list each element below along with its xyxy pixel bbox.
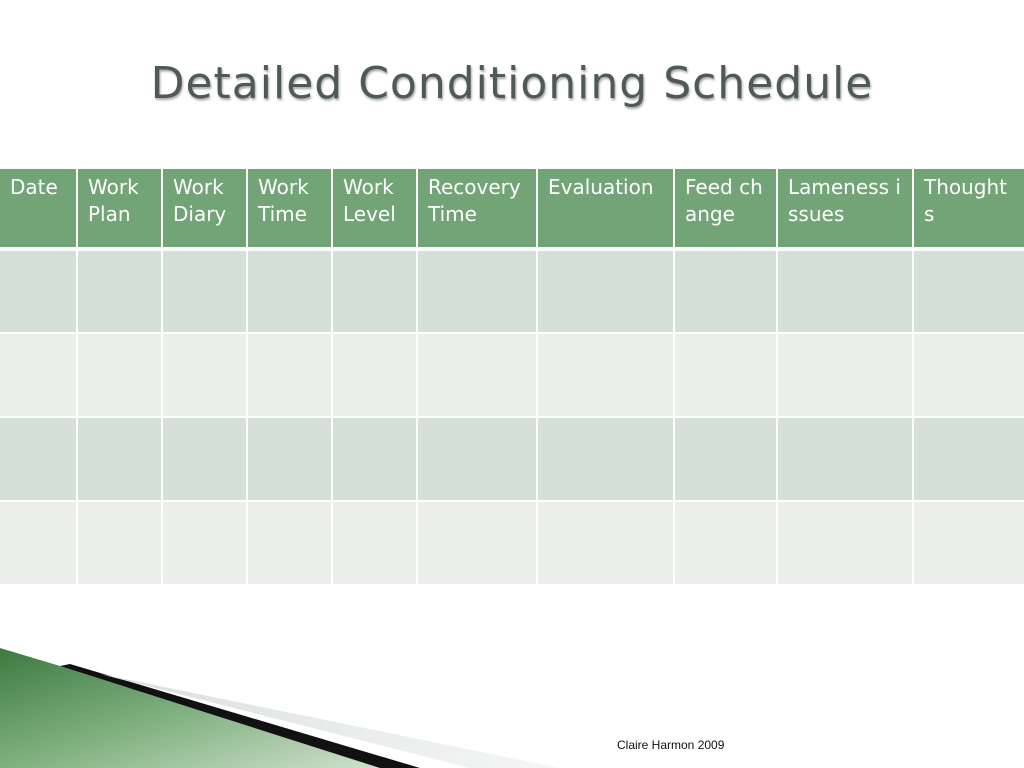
table-cell xyxy=(537,417,674,501)
table-cell xyxy=(537,501,674,585)
table-cell xyxy=(332,501,417,585)
table-cell xyxy=(674,417,777,501)
table-cell xyxy=(537,333,674,417)
table-cell xyxy=(77,333,162,417)
table-cell xyxy=(247,249,332,333)
table-cell xyxy=(913,249,1024,333)
column-header-lameness-issues: Lameness issues xyxy=(777,169,913,249)
column-header-date: Date xyxy=(0,169,77,249)
table-row xyxy=(0,417,1024,501)
table-cell xyxy=(247,501,332,585)
table-cell xyxy=(674,501,777,585)
table-row xyxy=(0,333,1024,417)
table-cell xyxy=(162,249,247,333)
table-cell xyxy=(247,333,332,417)
table-cell xyxy=(417,501,537,585)
table-cell xyxy=(0,333,77,417)
table-cell xyxy=(674,249,777,333)
column-header-work-diary: Work Diary xyxy=(162,169,247,249)
table-header-row xyxy=(0,169,1024,249)
table-row xyxy=(0,249,1024,333)
table-cell xyxy=(162,501,247,585)
column-header-feed-change: Feed change xyxy=(674,169,777,249)
table-cell xyxy=(417,417,537,501)
table-cell xyxy=(162,333,247,417)
decorative-swoosh xyxy=(0,640,1024,768)
column-header-work-time: Work Time xyxy=(247,169,332,249)
conditioning-schedule-table xyxy=(0,169,1024,586)
table-cell xyxy=(777,249,913,333)
column-header-work-plan: Work Plan xyxy=(77,169,162,249)
table-cell xyxy=(77,417,162,501)
table-cell xyxy=(913,417,1024,501)
table-cell xyxy=(417,249,537,333)
table-cell xyxy=(913,333,1024,417)
column-header-thoughts: Thoughts xyxy=(913,169,1024,249)
table-cell xyxy=(0,501,77,585)
table-cell xyxy=(332,333,417,417)
table-cell xyxy=(537,249,674,333)
column-header-recovery-time: Recovery Time xyxy=(417,169,537,249)
table-cell xyxy=(332,249,417,333)
table-cell xyxy=(77,501,162,585)
table-cell xyxy=(777,501,913,585)
table-cell xyxy=(777,333,913,417)
table-cell xyxy=(913,501,1024,585)
table-cell xyxy=(0,417,77,501)
table-cell xyxy=(332,417,417,501)
column-header-evaluation: Evaluation xyxy=(537,169,674,249)
table-cell xyxy=(0,249,77,333)
table-cell xyxy=(417,333,537,417)
table-cell xyxy=(162,417,247,501)
table-cell xyxy=(247,417,332,501)
table-cell xyxy=(777,417,913,501)
column-header-work-level: Work Level xyxy=(332,169,417,249)
table-cell xyxy=(77,249,162,333)
page-title: Detailed Conditioning Schedule xyxy=(150,58,874,109)
footer-credit: Claire Harmon 2009 xyxy=(617,738,725,752)
table-cell xyxy=(674,333,777,417)
table-row xyxy=(0,501,1024,585)
